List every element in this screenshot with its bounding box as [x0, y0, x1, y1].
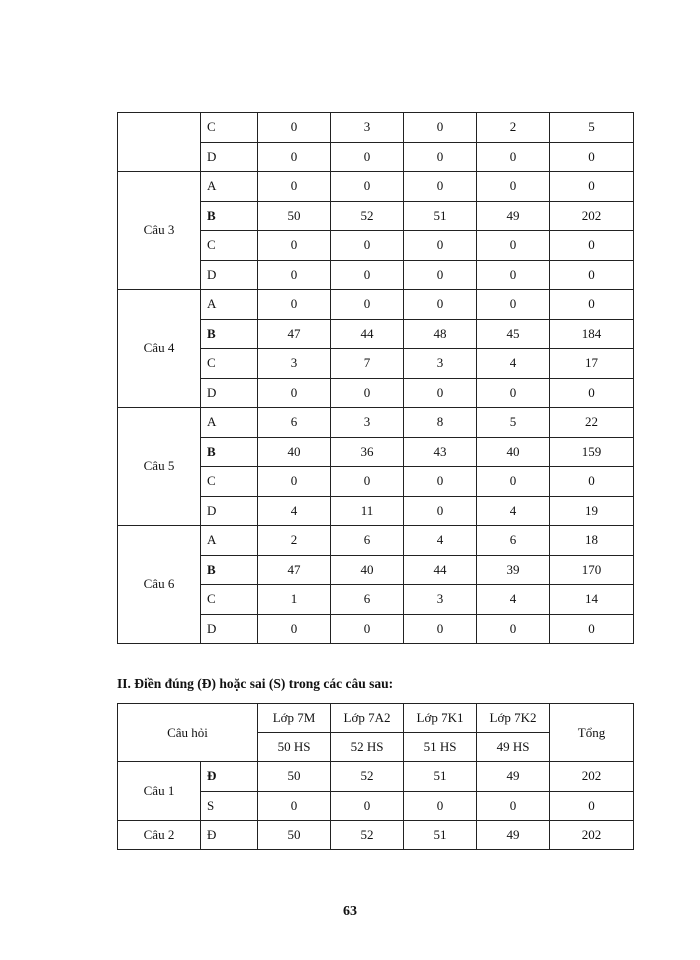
value-cell: 11 — [331, 496, 404, 526]
value-cell: 0 — [404, 113, 477, 143]
value-cell: 51 — [404, 201, 477, 231]
value-cell: 0 — [258, 467, 331, 497]
value-cell: 0 — [331, 791, 404, 820]
value-cell: 43 — [404, 437, 477, 467]
value-cell: 0 — [331, 142, 404, 172]
question-label: Câu 5 — [118, 408, 201, 526]
total-cell: 0 — [550, 172, 634, 202]
value-cell: 52 — [331, 762, 404, 791]
question-label: Câu 2 — [118, 820, 201, 849]
option-label: C — [201, 113, 258, 143]
value-cell: 0 — [404, 378, 477, 408]
option-label: B — [201, 319, 258, 349]
value-cell: 0 — [404, 260, 477, 290]
value-cell: 50 — [258, 762, 331, 791]
value-cell: 0 — [477, 172, 550, 202]
total-cell: 184 — [550, 319, 634, 349]
value-cell: 3 — [331, 408, 404, 438]
total-cell: 0 — [550, 290, 634, 320]
value-cell: 0 — [404, 496, 477, 526]
value-cell: 0 — [404, 614, 477, 644]
header-class-name: Lớp 7A2 — [331, 704, 404, 733]
value-cell: 0 — [477, 378, 550, 408]
option-label: C — [201, 349, 258, 379]
question-label: Câu 1 — [118, 762, 201, 820]
value-cell: 7 — [331, 349, 404, 379]
option-label: A — [201, 408, 258, 438]
value-cell: 6 — [258, 408, 331, 438]
option-label: D — [201, 260, 258, 290]
value-cell: 0 — [477, 467, 550, 497]
total-cell: 17 — [550, 349, 634, 379]
total-cell: 18 — [550, 526, 634, 556]
option-label: D — [201, 142, 258, 172]
table-row — [118, 408, 634, 438]
table-row — [118, 820, 634, 849]
total-cell: 159 — [550, 437, 634, 467]
option-label: D — [201, 496, 258, 526]
value-cell: 0 — [331, 260, 404, 290]
option-label: Đ — [201, 820, 258, 849]
page-number: 63 — [343, 904, 357, 919]
value-cell: 3 — [331, 113, 404, 143]
question-label — [118, 113, 201, 172]
table-row — [118, 290, 634, 320]
value-cell: 0 — [258, 791, 331, 820]
value-cell: 0 — [331, 231, 404, 261]
value-cell: 6 — [331, 585, 404, 615]
total-cell: 202 — [550, 762, 634, 791]
table-row — [118, 172, 634, 202]
value-cell: 0 — [477, 290, 550, 320]
value-cell: 0 — [258, 290, 331, 320]
value-cell: 1 — [258, 585, 331, 615]
header-class-count: 51 HS — [404, 733, 477, 762]
option-label: A — [201, 290, 258, 320]
total-cell: 202 — [550, 201, 634, 231]
total-cell: 19 — [550, 496, 634, 526]
option-label: B — [201, 437, 258, 467]
value-cell: 40 — [258, 437, 331, 467]
table-row — [118, 762, 634, 791]
value-cell: 0 — [404, 142, 477, 172]
header-class-count: 52 HS — [331, 733, 404, 762]
total-cell: 0 — [550, 142, 634, 172]
value-cell: 0 — [331, 172, 404, 202]
value-cell: 3 — [258, 349, 331, 379]
value-cell: 50 — [258, 820, 331, 849]
value-cell: 0 — [404, 290, 477, 320]
value-cell: 36 — [331, 437, 404, 467]
header-total: Tổng — [550, 704, 634, 762]
option-label: A — [201, 526, 258, 556]
value-cell: 0 — [258, 142, 331, 172]
value-cell: 5 — [477, 408, 550, 438]
value-cell: 0 — [404, 791, 477, 820]
option-label: S — [201, 791, 258, 820]
value-cell: 0 — [477, 614, 550, 644]
option-label: C — [201, 231, 258, 261]
value-cell: 0 — [258, 378, 331, 408]
value-cell: 44 — [331, 319, 404, 349]
question-label: Câu 6 — [118, 526, 201, 644]
value-cell: 49 — [477, 201, 550, 231]
section-title: II. Điền đúng (Đ) hoặc sai (S) trong các câu sau: — [117, 676, 394, 691]
value-cell: 6 — [477, 526, 550, 556]
value-cell: 4 — [404, 526, 477, 556]
table-row — [118, 113, 634, 143]
total-cell: 0 — [550, 260, 634, 290]
value-cell: 0 — [258, 172, 331, 202]
option-label: D — [201, 614, 258, 644]
total-cell: 0 — [550, 791, 634, 820]
value-cell: 0 — [477, 142, 550, 172]
value-cell: 0 — [331, 614, 404, 644]
value-cell: 52 — [331, 820, 404, 849]
total-cell: 0 — [550, 614, 634, 644]
total-cell: 5 — [550, 113, 634, 143]
value-cell: 4 — [477, 585, 550, 615]
value-cell: 0 — [258, 113, 331, 143]
results-table-part1 — [117, 112, 634, 644]
value-cell: 3 — [404, 585, 477, 615]
value-cell: 0 — [258, 231, 331, 261]
total-cell: 14 — [550, 585, 634, 615]
value-cell: 49 — [477, 820, 550, 849]
value-cell: 49 — [477, 762, 550, 791]
value-cell: 0 — [404, 231, 477, 261]
table-row — [118, 526, 634, 556]
value-cell: 0 — [404, 172, 477, 202]
value-cell: 6 — [331, 526, 404, 556]
header-class-count: 50 HS — [258, 733, 331, 762]
option-label: A — [201, 172, 258, 202]
option-label: Đ — [201, 762, 258, 791]
value-cell: 4 — [477, 349, 550, 379]
value-cell: 51 — [404, 762, 477, 791]
value-cell: 40 — [477, 437, 550, 467]
header-class-name: Lớp 7K1 — [404, 704, 477, 733]
option-label: B — [201, 201, 258, 231]
value-cell: 3 — [404, 349, 477, 379]
value-cell: 44 — [404, 555, 477, 585]
value-cell: 2 — [477, 113, 550, 143]
value-cell: 45 — [477, 319, 550, 349]
header-class-count: 49 HS — [477, 733, 550, 762]
value-cell: 4 — [258, 496, 331, 526]
value-cell: 0 — [477, 260, 550, 290]
value-cell: 0 — [331, 467, 404, 497]
value-cell: 2 — [258, 526, 331, 556]
value-cell: 0 — [258, 260, 331, 290]
option-label: C — [201, 467, 258, 497]
value-cell: 8 — [404, 408, 477, 438]
value-cell: 0 — [331, 378, 404, 408]
header-class-name: Lớp 7M — [258, 704, 331, 733]
value-cell: 50 — [258, 201, 331, 231]
total-cell: 0 — [550, 231, 634, 261]
value-cell: 52 — [331, 201, 404, 231]
option-label: C — [201, 585, 258, 615]
true-false-table — [117, 703, 634, 850]
header-question: Câu hỏi — [118, 704, 258, 762]
value-cell: 0 — [477, 231, 550, 261]
value-cell: 40 — [331, 555, 404, 585]
value-cell: 48 — [404, 319, 477, 349]
value-cell: 39 — [477, 555, 550, 585]
header-class-name: Lớp 7K2 — [477, 704, 550, 733]
total-cell: 0 — [550, 467, 634, 497]
value-cell: 0 — [477, 791, 550, 820]
option-label: B — [201, 555, 258, 585]
value-cell: 51 — [404, 820, 477, 849]
total-cell: 170 — [550, 555, 634, 585]
question-label: Câu 4 — [118, 290, 201, 408]
total-cell: 22 — [550, 408, 634, 438]
total-cell: 202 — [550, 820, 634, 849]
value-cell: 0 — [331, 290, 404, 320]
question-label: Câu 3 — [118, 172, 201, 290]
value-cell: 0 — [404, 467, 477, 497]
header-row — [118, 704, 634, 733]
value-cell: 0 — [258, 614, 331, 644]
value-cell: 4 — [477, 496, 550, 526]
total-cell: 0 — [550, 378, 634, 408]
value-cell: 47 — [258, 555, 331, 585]
option-label: D — [201, 378, 258, 408]
value-cell: 47 — [258, 319, 331, 349]
